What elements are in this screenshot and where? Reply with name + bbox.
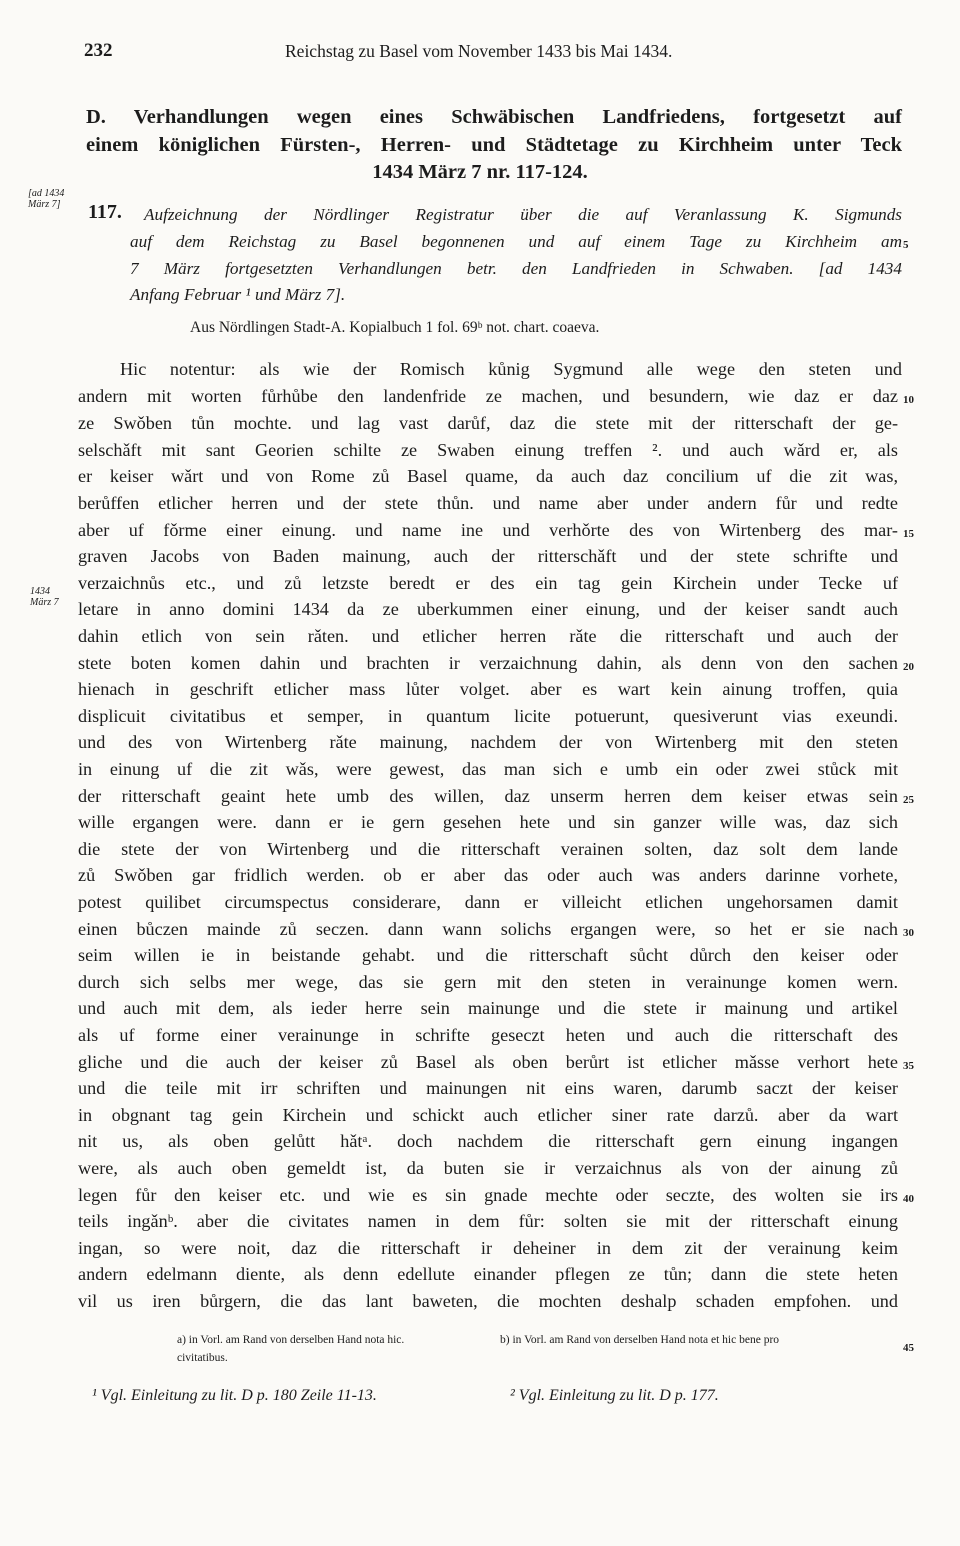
- body-line: einen bůczen mainde zů seczen. dann wann solichs ergangen were, so het er sie nach: [78, 919, 898, 939]
- section-heading-line-2: einem königlichen Fürsten-, Herren- und Städtetage zu Kirchheim unter Teck: [86, 134, 902, 156]
- body-line: letare in anno domini 1434 da ze uberkummen einer einung, und der keiser sandt auch: [78, 599, 898, 619]
- body-line: hienach in geschrift etlicher mass lůter volget. aber es wart kein ainung troffen, quia: [78, 679, 898, 699]
- body-line: andern mit worten fůrhůbe den landenfride ze machen, und besundern, wie daz er daz: [78, 386, 898, 406]
- body-line: wille ergangen were. dann er ie gern gesehen hete und sin ganzer wille was, daz sich: [78, 812, 898, 832]
- line-number: 40: [903, 1193, 914, 1205]
- margin-note-date-2: 1434 März 7: [30, 586, 59, 608]
- body-line: displicuit civitatibus et semper, in quantum licite potuerunt, quesiverunt vias exeundi.: [78, 706, 898, 726]
- body-line: seim willen ie in beistande gehabt. und die ritterschaft sůcht důrch den keiser oder: [78, 945, 898, 965]
- body-line: in einung uf die zit wǎs, were gewest, das man sich e umb ein oder zwei stůck mit: [78, 759, 898, 779]
- document-title-line-1: Aufzeichnung der Nördlinger Registratur über die auf Veranlassung K. Sigmunds: [144, 205, 902, 224]
- body-line: und die teile mit irr schriften und mainungen nit eins waren, darumb saczt der keiser: [78, 1078, 898, 1098]
- body-line: und auch mit dem, als ieder herre sein mainunge und die stete ir mainung und artikel: [78, 998, 898, 1018]
- line-number: 10: [903, 394, 914, 406]
- body-line: graven Jacobs von Baden mainung, auch der ritterschǎft und der stete schrifte und: [78, 546, 898, 566]
- source-line: Aus Nördlingen Stadt-A. Kopialbuch 1 fol. 69ᵇ not. chart. coaeva.: [190, 319, 600, 336]
- body-line: potest quilibet circumspectus considerare, dann er villeicht etlichen ungehorsamen damit: [78, 892, 898, 912]
- document-title-line-4: Anfang Februar ¹ und März 7].: [130, 285, 346, 304]
- body-line: berůffen etlicher herren und der stete thůn. und name aber under andern fůr und redte: [78, 493, 898, 513]
- margin-note-date-1: [ad 1434 März 7]: [28, 188, 65, 210]
- body-line: nit us, als oben gelůtt hǎtᵃ. doch nachdem die ritterschaft gern einung ingangen: [78, 1131, 898, 1151]
- document-title-line-2: auf dem Reichstag zu Basel begonnenen und auf einem Tage zu Kirchheim am: [130, 232, 902, 251]
- apparatus-note-a: a) in Vorl. am Rand von derselben Hand nota hic.: [177, 1334, 405, 1346]
- document-number: 117.: [88, 201, 122, 223]
- body-line: stete boten komen dahin und brachten ir verzaichnung dahin, als denn von den sachen: [78, 653, 898, 673]
- body-line: die stete der von Wirtenberg und die ritterschaft verainen solten, daz solt dem lande: [78, 839, 898, 859]
- body-line: durch sich selbs mer wege, das sie gern mit den steten in verainunge komen wern.: [78, 972, 898, 992]
- body-line: aber uf fǒrme einer einung. und name ine und verhǒrte des von Wirtenberg des mar-: [78, 520, 898, 540]
- line-number: 20: [903, 661, 914, 673]
- body-line: andern edelmann diente, als denn edellute einander pflegen ze tůn; dann die stete heten: [78, 1264, 898, 1284]
- body-line: zů Swǒben gar fridlich werden. ob er aber das oder auch was anders darinne vorhete,: [78, 865, 898, 885]
- page-number: 232: [84, 40, 113, 61]
- apparatus-note-b: b) in Vorl. am Rand von derselben Hand nota et hic bene pro: [500, 1334, 780, 1346]
- running-title: Reichstag zu Basel vom November 1433 bis Mai 1434.: [285, 41, 673, 61]
- line-number: 25: [903, 794, 914, 806]
- body-line: er keiser wǎrt und von Rome zů Basel quame, da auch daz concilium uf die zit was,: [78, 466, 898, 486]
- body-line: gliche und die auch der keiser zů Basel als oben berůrt ist etlicher mǎsse verhort hete: [78, 1052, 898, 1072]
- line-number: 30: [903, 927, 914, 939]
- line-number: 15: [903, 528, 914, 540]
- body-line: in obgnant tag gein Kirchein und schickt auch etlicher siner rate darzů. aber da wart: [78, 1105, 898, 1125]
- body-line: als uf forme einer verainunge in schrifte geseczt heten und auch die ritterschaft des: [78, 1025, 898, 1045]
- body-line: Hic notentur: als wie der Romisch kůnig Sygmund alle wege den steten und: [120, 359, 902, 379]
- body-line: ingan, so were noit, daz die ritterschaft ir deheiner in dem zit der verainung keim: [78, 1238, 898, 1258]
- apparatus-note-b-continued: civitatibus.: [177, 1352, 228, 1364]
- footnote-2: ² Vgl. Einleitung zu lit. D p. 177.: [510, 1387, 719, 1404]
- section-heading-line-1: D. Verhandlungen wegen eines Schwäbischen Landfriedens, fortgesetzt auf: [86, 106, 902, 128]
- body-line: vil us iren bůrgern, die das lant baweten, die mochten deshalp schaden empfohen. und: [78, 1291, 898, 1311]
- body-line: dahin etlich von sein rǎten. und etlicher herren rǎte die ritterschaft und auch der: [78, 626, 898, 646]
- body-line: der ritterschaft geaint hete umb des willen, daz unserm herren dem keiser etwas sein: [78, 786, 898, 806]
- document-title-line-3: 7 März fortgesetzten Verhandlungen betr. den Landfrieden in Schwaben. [ad 1434: [130, 259, 902, 278]
- body-line: legen fůr den keiser etc. und wie es sin gnade mechte oder seczte, des wolten sie irs: [78, 1185, 898, 1205]
- section-heading-line-3: 1434 März 7 nr. 117-124.: [372, 161, 588, 183]
- body-line: und des von Wirtenberg rǎte mainung, nachdem der von Wirtenberg mit den steten: [78, 732, 898, 752]
- body-line: verzaichnůs etc., und zů letzste beredt er des ein tag gein Kirchein under Tecke uf: [78, 573, 898, 593]
- body-line: teils ingǎnᵇ. aber die civitates namen in dem fůr: solten sie mit der ritterschaft einung: [78, 1211, 898, 1231]
- body-line: selschǎft mit sant Georien schilte ze Swaben einung treffen ². und auch wǎrd er, als: [78, 440, 898, 460]
- body-line: ze Swǒben tůn mochte. und lag vast darůf, daz die stete mit der ritterschaft der ge-: [78, 413, 898, 433]
- body-line: were, als auch oben gemeldt ist, da buten sie ir verzaichnus als von der ainung zů: [78, 1158, 898, 1178]
- footnote-1: ¹ Vgl. Einleitung zu lit. D p. 180 Zeile 11-13.: [92, 1387, 377, 1404]
- line-number: 45: [903, 1342, 914, 1354]
- line-number: 5: [903, 239, 909, 251]
- line-number: 35: [903, 1060, 914, 1072]
